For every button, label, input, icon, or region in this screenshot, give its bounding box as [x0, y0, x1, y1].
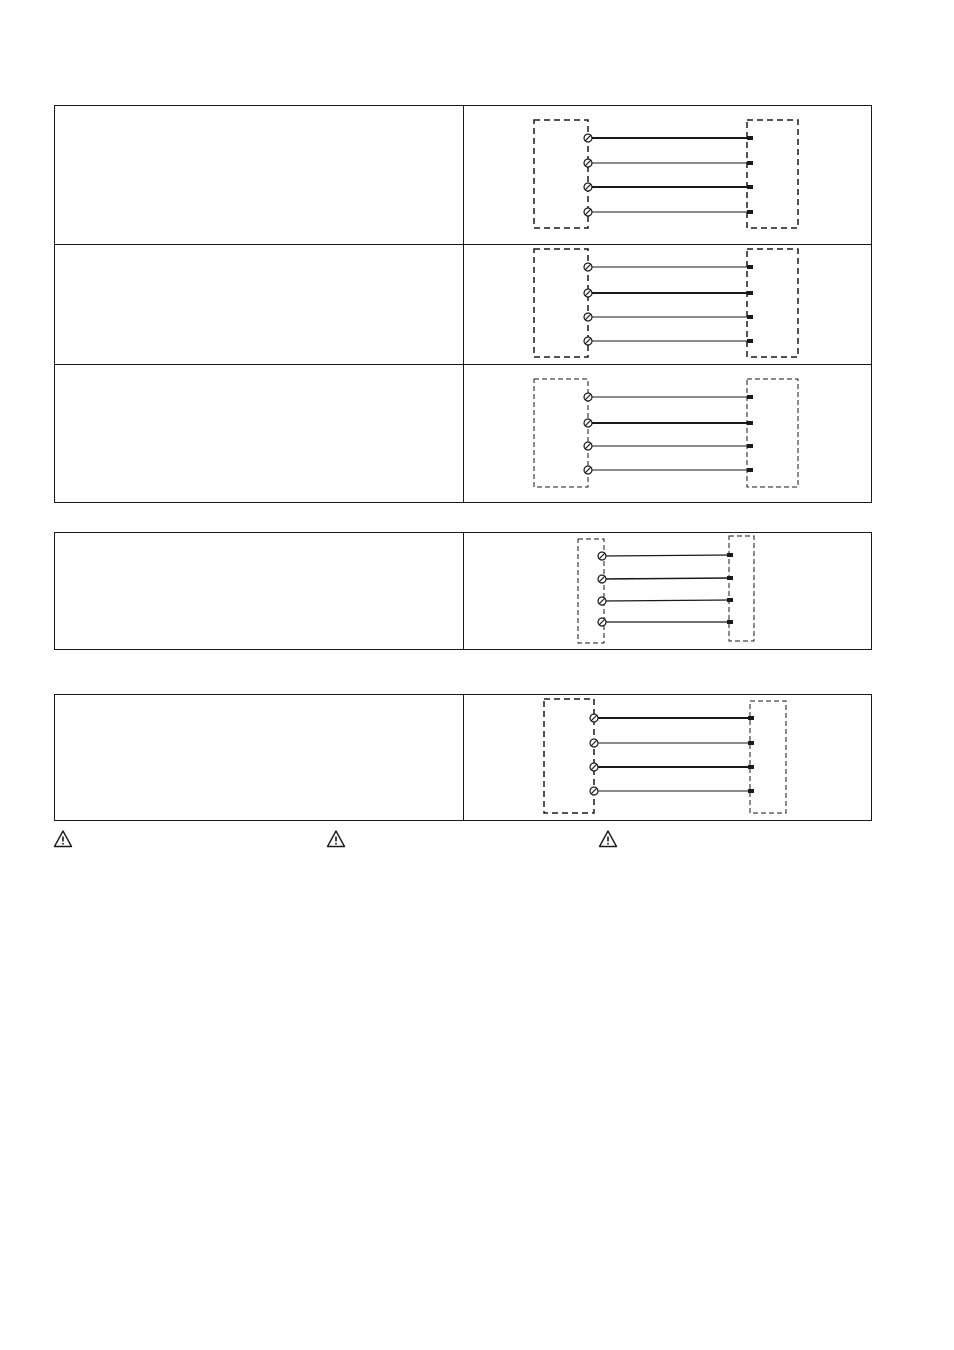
wiring-diagram	[464, 106, 872, 244]
wiring-table-2	[54, 532, 872, 650]
warning-triangle-icon	[53, 829, 73, 849]
wiring-table-3	[54, 694, 872, 821]
wiring-table-1	[54, 105, 872, 503]
wiring-diagram-cell	[464, 695, 871, 820]
wiring-row	[55, 244, 871, 364]
wiring-row	[55, 533, 871, 649]
wiring-diagram	[464, 245, 872, 365]
wiring-diagram-cell	[464, 365, 871, 502]
description-cell	[55, 695, 464, 820]
wiring-diagram-cell	[464, 245, 871, 364]
warning-triangle-icon	[326, 829, 346, 849]
wiring-diagram-cell	[464, 106, 871, 244]
description-cell	[55, 245, 464, 364]
wiring-diagram	[464, 695, 872, 820]
description-cell	[55, 106, 464, 244]
wiring-row	[55, 106, 871, 244]
wiring-diagram	[464, 365, 872, 503]
warning-triangle-icon	[598, 829, 618, 849]
description-cell	[55, 533, 464, 649]
wiring-diagram	[464, 533, 872, 649]
wiring-row	[55, 695, 871, 820]
wiring-row	[55, 364, 871, 502]
wiring-diagram-cell	[464, 533, 871, 649]
description-cell	[55, 365, 464, 502]
